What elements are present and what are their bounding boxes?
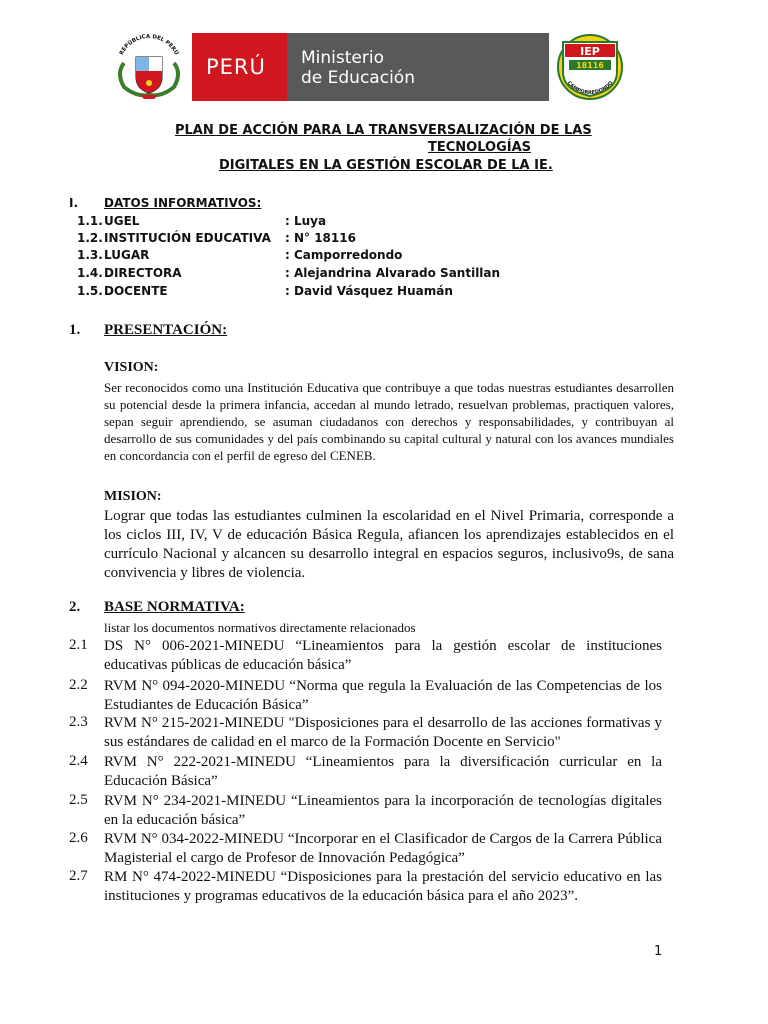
datos-row-label: UGEL — [104, 214, 140, 228]
norm-item-num: 2.6 — [69, 830, 88, 846]
section-number: 2. — [69, 599, 81, 615]
section-heading-presentacion: PRESENTACIÓN: — [104, 322, 228, 338]
iep-label: IEP — [580, 45, 600, 58]
datos-row-num: 1.4. — [77, 266, 103, 280]
norm-item-text: RVM N° 215-2021-MINEDU "Disposiciones para el desarrollo de las acciones formativas y sus estándares de calidad en el marco de la Formación Docente en Servicio" — [104, 715, 662, 750]
norm-item-text: RVM N° 222-2021-MINEDU “Lineamientos para la diversificación curricular en la Educación Básica” — [104, 754, 662, 789]
title-line-3: DIGITALES EN LA GESTIÓN ESCOLAR DE LA IE. — [219, 158, 553, 173]
norm-item-text: RM N° 474-2022-MINEDU “Disposiciones para la prestación del servicio educativo en las instituciones y programas educativos de la educación básica para el año 2023”. — [104, 869, 662, 904]
datos-row-value: : N° 18116 — [285, 231, 356, 245]
datos-row-num: 1.3. — [77, 248, 103, 262]
datos-row-label: DIRECTORA — [104, 266, 182, 280]
datos-row-value: : Alejandrina Alvarado Santillan — [285, 266, 501, 280]
datos-row-value: : David Vásquez Huamán — [285, 284, 453, 298]
peru-label: PERÚ — [206, 55, 266, 79]
norm-item-num: 2.4 — [69, 753, 88, 769]
datos-heading: DATOS INFORMATIVOS: — [104, 196, 262, 210]
datos-row-num: 1.5. — [77, 284, 103, 298]
mision-text: Lograr que todas las estudiantes culminen la escolaridad en el Nivel Primaria, corresponde a los ciclos III, IV, V de educación Básica Regula, afiancen los aprendizajes establecidos en el currículo Nacional y alcancen su desarrollo integral en espacios seguros, inclusivo9s, de sana convivencia y libres de violencia. — [104, 508, 674, 581]
vision-heading: VISION: — [104, 360, 159, 375]
datos-number: I. — [69, 196, 79, 210]
ministry-brand-block — [287, 33, 549, 101]
page-number: 1 — [654, 944, 663, 959]
iep-number: 18116 — [576, 61, 604, 70]
datos-row-num: 1.1. — [77, 214, 103, 228]
datos-row-label: LUGAR — [104, 248, 150, 262]
norm-item-num: 2.3 — [69, 714, 88, 730]
datos-row-label: INSTITUCIÓN EDUCATIVA — [104, 231, 271, 245]
document-header — [110, 33, 625, 101]
norm-item-text: RVM N° 034-2022-MINEDU “Incorporar en el Clasificador de Cargos de la Carrera Pública Magisterial el cargo de Profesor de Innovación Pedagógica” — [104, 831, 662, 866]
ministry-line-2: de Educación — [301, 68, 415, 88]
shield-caption: REPÚBLICA DEL PERÚ — [118, 33, 180, 57]
norm-item-num: 2.1 — [69, 637, 88, 653]
norm-item-num: 2.7 — [69, 868, 88, 884]
title-line-2: TECNOLOGÍAS — [428, 140, 532, 155]
section-number: 1. — [69, 322, 81, 338]
norm-item-text: RVM N° 234-2021-MINEDU “Lineamientos para la incorporación de tecnologías digitales en la educación básica” — [104, 793, 662, 828]
ministry-line-1: Ministerio — [301, 48, 384, 68]
vision-text: Ser reconocidos como una Institución Educativa que contribuye a que todas nuestras estudiantes desarrollen su potencial desde la primera infancia, accedan al mundo letrado, resuelvan problemas, practiquen valores, sepan seguir aprendiendo, se asuman ciudadanos con derechos y responsabilidades, y contribuyan al desarrollo de sus comunidades y del país combinando su capital cultural y natural con los avances mundiales en concordancia con el perfil de egreso del CENEB. — [104, 380, 674, 463]
iep-school-logo — [557, 34, 623, 100]
svg-text:REPÚBLICA DEL PERÚ — [119, 34, 180, 56]
mision-heading: MISION: — [104, 489, 162, 504]
norm-item-num: 2.5 — [69, 792, 88, 808]
iep-place: CAMPORREDONDO — [565, 80, 615, 96]
peru-coat-of-arms-logo — [110, 33, 188, 101]
title-line-1: PLAN DE ACCIÓN PARA LA TRANSVERSALIZACIÓN DE LAS — [175, 123, 592, 138]
section-heading-base-normativa: BASE NORMATIVA: — [104, 599, 245, 615]
datos-row-value: : Camporredondo — [285, 248, 403, 262]
base-note: listar los documentos normativos directamente relacionados — [104, 620, 416, 635]
datos-row-label: DOCENTE — [104, 284, 168, 298]
norm-item-text: DS N° 006-2021-MINEDU “Lineamientos para la gestión escolar de instituciones educativas públicas de educación básica” — [104, 638, 662, 673]
norm-item-num: 2.2 — [69, 677, 88, 693]
norm-item-text: RVM N° 094-2020-MINEDU “Norma que regula la Evaluación de las Competencias de los Estudiantes de Educación Básica” — [104, 678, 662, 713]
datos-row-value: : Luya — [285, 214, 327, 228]
datos-row-num: 1.2. — [77, 231, 103, 245]
